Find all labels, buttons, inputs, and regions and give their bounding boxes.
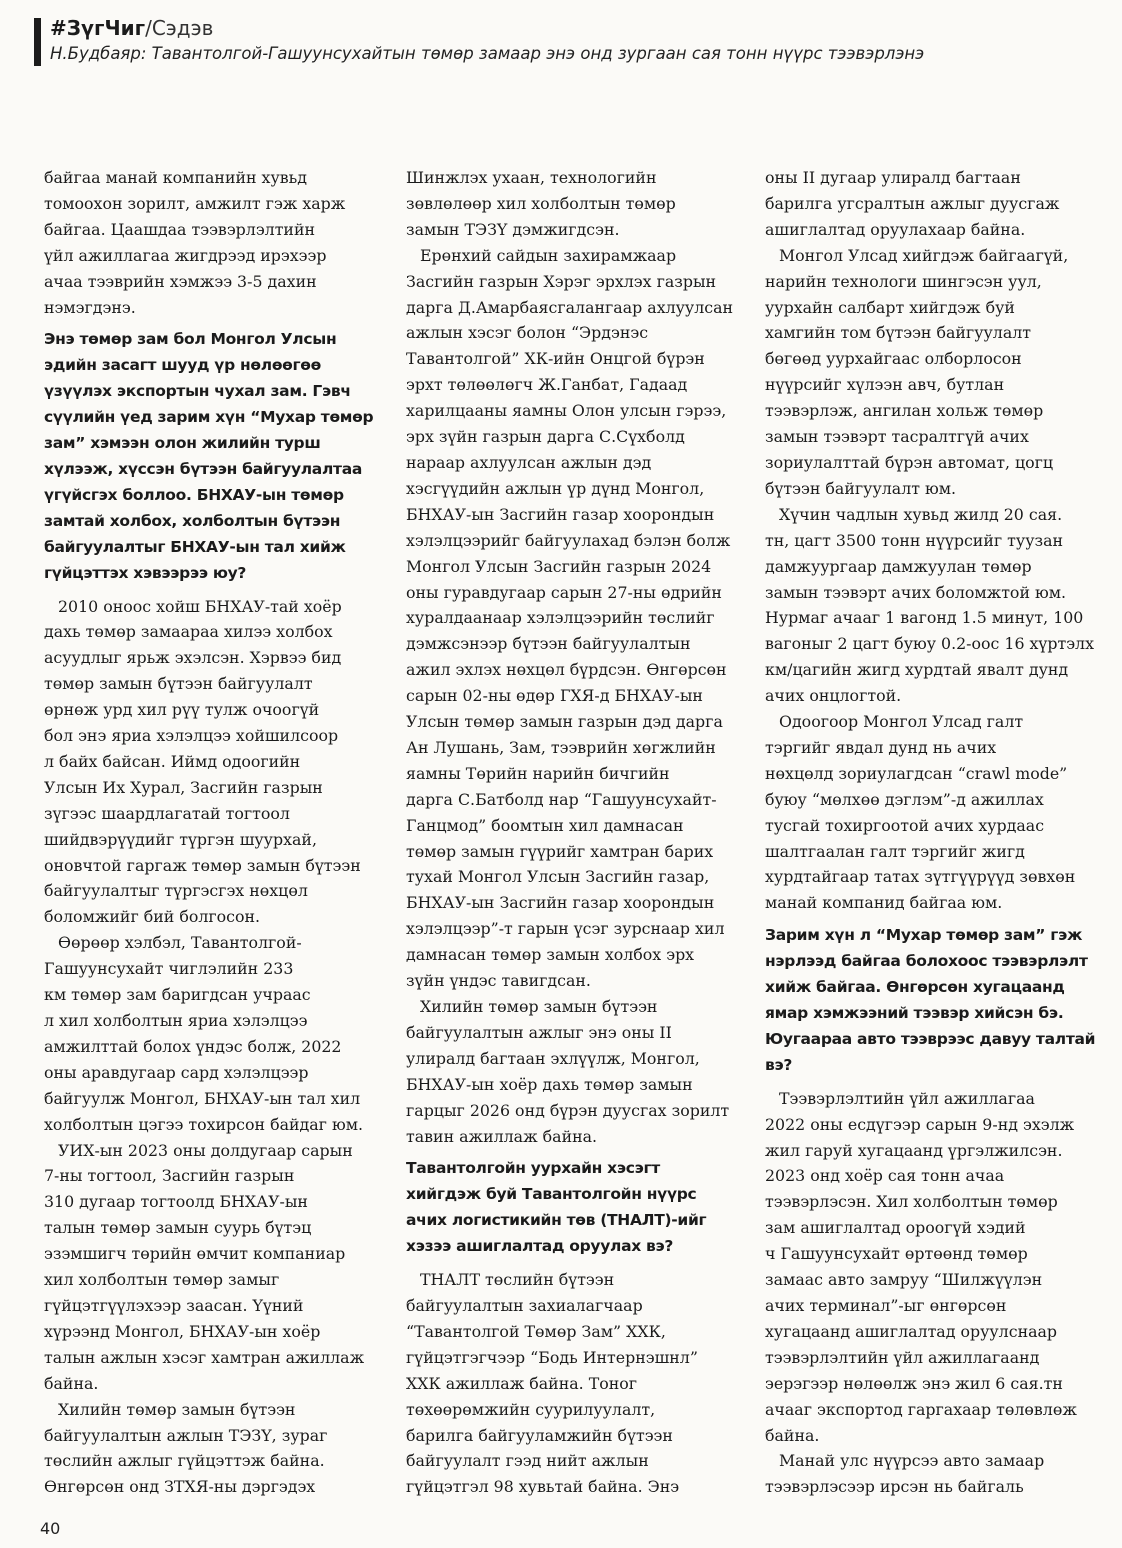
text-line: нэрлээд байгаа болохоос тээвэрлэлт (765, 952, 1088, 971)
text-line: төхөөрөмжийн суурилуулалт, (406, 1399, 656, 1419)
text-line: үгүйсгэх боллоо. БНХАУ-ын төмөр (44, 485, 344, 504)
text-line: яамны Төрийн нарийн бичгийн (406, 763, 670, 783)
text-line: нүүрсийг хүлээн авч, бутлан (765, 375, 1005, 395)
text-line: ачих онцлогтой. (765, 686, 902, 706)
text-line: бөгөөд уурхайгаас олборлосон (765, 349, 1022, 369)
text-line: Засгийн газрын Хэрэг эрхлэх газрын (406, 271, 717, 291)
text-line: Хүчин чадлын хувьд жилд 20 сая. (779, 504, 1063, 524)
text-line: хамгийн том бүтээн байгуулалт (765, 323, 1032, 343)
text-line: ачих логистикийн төв (ТНАЛТ)-ийг (406, 1211, 707, 1230)
text-line: хил холболтын төмөр замыг (44, 1270, 280, 1290)
text-line: 310 дугаар тогтоолд БНХАУ-ын (44, 1192, 308, 1212)
section-category: /Сэдэв (145, 16, 214, 40)
text-line: Монгол Улсын Засгийн газрын 2024 (406, 556, 712, 576)
body-paragraph (44, 165, 374, 320)
text-line: талын төмөр замын суурь бүтэц (44, 1218, 312, 1238)
text-line: нарийн технологи шингэсэн уул, (765, 271, 1042, 291)
text-line: тээвэрлэсэн. Хил холболтын төмөр (765, 1192, 1058, 1212)
text-line: эрх зүйн газрын дарга С.Сүхболд (406, 427, 685, 447)
body-paragraph (406, 994, 740, 1149)
text-line: Хилийн төмөр замын бүтээн (420, 997, 658, 1016)
text-line: нөхцөлд зориулагдсан “crawl mode” (765, 763, 1068, 783)
text-line: ХХК ажиллаж байна. Тоног (406, 1373, 638, 1393)
text-line: тээвэрлэлтийн үйл ажиллагаанд (765, 1347, 1040, 1367)
body-paragraph (765, 165, 1101, 243)
text-line: бүтээн байгуулалт юм. (765, 478, 957, 498)
text-line: ажил эхлэх нөхцөл бүрдсэн. Өнгөрсөн (406, 660, 727, 680)
text-line: тухай Монгол Улсын Засгийн газар, (406, 867, 710, 887)
text-line: байгуулалтыг БНХАУ-ын тал хийж (44, 537, 346, 556)
text-line: барилга байгууламжийн бүтээн (406, 1425, 673, 1445)
text-line: хурдтайгаар татах зүтгүүрүүд зөвхөн (765, 867, 1076, 887)
text-line: сүүлийн үед зарим хүн “Мухар төмөр (44, 408, 374, 427)
text-line: талын ажлын хэсэг хамтран ажиллаж (44, 1347, 365, 1367)
body-paragraph (765, 502, 1101, 709)
text-line: ачааг экспортод гаргахаар төлөвлөж (765, 1399, 1077, 1419)
text-line: дарга С.Батболд нар “Гашуунсухайт- (406, 789, 717, 809)
text-line: барилга угсралтын ажлыг дуусгаж (765, 193, 1060, 213)
text-line: сарын 02-ны өдөр ГХЯ-д БНХАУ-ын (406, 686, 703, 706)
text-line: ачаа тээврийн хэмжээ 3-5 дахин (44, 271, 317, 291)
text-line: буюу “мөлхөө дэглэм”-д ажиллах (765, 789, 1044, 809)
text-line: хэлэлцээр”-т гарын үсэг зурснаар хил (406, 919, 725, 939)
text-line: байгуулалтын ажлыг энэ оны II (406, 1022, 672, 1042)
text-line: хийж байгаа. Өнгөрсөн хугацаанд (765, 978, 1065, 997)
text-line: Монгол Улсад хийгдэж байгаагүй, (779, 245, 1069, 265)
text-line: замаас авто замруу “Шилжүүлэн (765, 1270, 1043, 1290)
body-paragraph (406, 243, 740, 994)
text-line: байгаа манай компанийн хувьд (44, 168, 307, 187)
page-number: 40 (40, 1519, 61, 1538)
text-line: км төмөр зам баригдсан учраас (44, 985, 311, 1005)
text-line: өрнөж урд хил рүү тулж очоогүй (44, 700, 320, 720)
text-line: дамжуургаар дамжуулан төмөр (765, 556, 1032, 576)
text-line: зам” хэмээн олон жилийн турш (44, 434, 321, 453)
text-line: Ганцмод” боомтын хил дамнасан (406, 815, 684, 835)
text-line: төмөр замын бүтээн байгуулалт (44, 674, 313, 694)
body-paragraph (406, 1267, 740, 1500)
body-paragraph (765, 1086, 1101, 1449)
text-line: ажлын хэсэг болон “Эрдэнэс (406, 323, 649, 343)
text-line: Өнгөрсөн онд ЗТХЯ-ны дэргэдэх (44, 1477, 316, 1497)
text-line: байгуулалтын захиалагчаар (406, 1295, 643, 1315)
text-line: байгуулалт гээд нийт ажлын (406, 1451, 649, 1471)
body-paragraph (406, 165, 740, 243)
article-subtitle: Н.Будбаяр: Тавантолгой-Гашуунсухайтын төмөр замаар энэ онд зургаан сая тонн нүүрс тээвэрлэнэ (50, 44, 925, 63)
text-line: гарцыг 2026 онд бүрэн дуусгах зорилт (406, 1100, 730, 1120)
text-line: зам ашиглалтад ороогүй хэдий (765, 1218, 1026, 1238)
body-paragraph (765, 709, 1101, 916)
body-paragraph (44, 1138, 374, 1397)
text-line: хүрээнд Монгол, БНХАУ-ын хоёр (44, 1321, 321, 1341)
text-line: тээвэрлэж, ангилан хольж төмөр (765, 401, 1044, 421)
text-line: гүйцэтгэгчээр “Бодь Интернэшнл” (406, 1347, 698, 1367)
text-line: ачих терминал”-ыг өнгөрсөн (765, 1295, 1007, 1315)
text-line: Тавантолгойн уурхайн хэсэгт (406, 1159, 660, 1178)
text-line: оновчтой гаргаж төмөр замын бүтээн (44, 855, 361, 875)
text-line: замын тээвэрт тасралтгүй ачих (765, 427, 1029, 447)
text-line: нэмэгдэнэ. (44, 297, 136, 317)
text-line: тавин ажиллаж байна. (406, 1126, 598, 1146)
text-line: байна. (765, 1425, 820, 1445)
text-line: холболтын цэгээ тохирсон байдаг юм. (44, 1114, 364, 1134)
text-line: төслийн ажлыг гүйцэттэж байна. (44, 1451, 325, 1471)
text-line: Нурмаг ачааг 1 вагонд 1.5 минут, 100 (765, 608, 1084, 628)
text-line: км/цагийн жигд хурдтай явалт дунд (765, 660, 1069, 680)
text-line: хэлэлцээрийг байгуулахад бэлэн болж (406, 530, 731, 550)
text-line: нараар ахлуулсан ажлын дэд (406, 452, 652, 472)
text-line: Гашуунсухайт чиглэлийн 233 (44, 959, 294, 979)
text-line: шалтгаалан галт тэргийг жигд (765, 841, 1025, 861)
text-line: зөвлөлөөр хил холболтын төмөр (406, 193, 676, 213)
text-line: 2022 оны есдүгээр сарын 9-нд эхэлж (765, 1114, 1075, 1134)
text-line: дарга Д.Амарбаясгалангаар ахлуулсан (406, 297, 734, 317)
text-line: эзэмшигч төрийн өмчит компаниар (44, 1244, 346, 1264)
text-line: боломжийг бий болгосон. (44, 907, 261, 927)
text-line: эрхт төлөөлөгч Ж.Ганбат, Гадаад (406, 375, 688, 395)
text-line: вагоныг 2 цагт буюу 0.2-оос 16 хүртэлх (765, 634, 1095, 654)
text-line: Тавантолгой” ХК-ийн Онцгой бүрэн (406, 349, 705, 369)
text-line: замын ТЭЗҮ дэмжигдсэн. (406, 219, 620, 239)
text-line: Одоогоор Монгол Улсад галт (779, 712, 1024, 732)
section-tag: #ЗүгЧиг (50, 16, 146, 40)
text-line: дэмжсэнээр бүтээн байгуулалтын (406, 634, 691, 654)
text-line: дамнасан төмөр замын холбох эрх (406, 945, 695, 965)
text-line: гүйцэттэх хэвээрээ юу? (44, 563, 247, 582)
text-line: байгуулж Монгол, БНХАУ-ын тал хил (44, 1088, 361, 1108)
text-line: ашиглалтад оруулахаар байна. (765, 219, 1026, 239)
text-line: Ан Лушань, Зам, тээврийн хөгжлийн (406, 737, 716, 757)
text-line: үзүүлэх экспортын чухал зам. Гэвч (44, 382, 351, 401)
body-paragraph (44, 930, 374, 1137)
text-line: Тээвэрлэлтийн үйл ажиллагаа (779, 1088, 1035, 1108)
text-line: Шинжлэх ухаан, технологийн (406, 168, 657, 187)
text-line: уурхайн салбарт хийгдэж буй (765, 297, 1015, 317)
text-line: замын тээвэрт ачих боломжтой юм. (765, 582, 1067, 602)
text-line: Хилийн төмөр замын бүтээн (58, 1399, 296, 1419)
body-paragraph (765, 243, 1101, 502)
text-line: байгаа. Цаашдаа тээвэрлэлтийн (44, 219, 316, 239)
text-line: төмөр замын гүүрийг хамтран барих (406, 841, 714, 861)
text-line: үйл ажиллагаа жигдрээд ирэхээр (44, 245, 327, 265)
text-line: Улсын төмөр замын газрын дэд дарга (406, 712, 723, 732)
text-line: байгуулалтыг түргэсгэх нөхцөл (44, 881, 308, 901)
text-line: байгуулалтын ажлын ТЭЗҮ, зураг (44, 1425, 328, 1445)
text-line: дахь төмөр замаараа хилээ холбох (44, 622, 333, 642)
text-line: тэргийг явдал дунд нь ачих (765, 737, 997, 757)
text-line: гүйцэтгэл 98 хувьтай байна. Энэ (406, 1477, 680, 1497)
text-line: жил гаруй хугацаанд үргэлжилсэн. (765, 1140, 1063, 1160)
text-line: замтай холбох, холболтын бүтээн (44, 511, 341, 530)
text-column-2 (406, 165, 740, 1500)
text-line: улиралд багтаан эхлүүлж, Монгол, (406, 1048, 700, 1068)
text-line: зүйн үндэс тавигдсан. (406, 971, 591, 991)
text-column-1 (44, 165, 374, 1500)
text-line: асуудлыг ярьж эхэлсэн. Хэрвээ бид (44, 648, 342, 668)
text-line: Манай улс нүүрсээ авто замаар (779, 1451, 1045, 1471)
text-line: Улсын Их Хурал, Засгийн газрын (44, 777, 323, 797)
text-line: оны аравдугаар сард хэлэлцээр (44, 1062, 309, 1082)
header-section-line (50, 16, 213, 40)
text-line: эерэгээр нөлөөлж энэ жил 6 сая.тн (765, 1373, 1063, 1393)
text-line: оны II дугаар улиралд багтаан (765, 168, 1021, 187)
text-line: Энэ төмөр зам бол Монгол Улсын (44, 330, 337, 349)
text-line: “Тавантолгой Төмөр Зам” ХХК, (406, 1321, 666, 1341)
text-line: Юугаараа авто тээврээс давуу талтай (765, 1029, 1096, 1048)
text-line: вэ? (765, 1055, 793, 1074)
text-line: 2010 оноос хойш БНХАУ-тай хоёр (58, 596, 342, 616)
text-line: 2023 онд хоёр сая тонн ачаа (765, 1166, 1005, 1186)
text-line: БНХАУ-ын Засгийн газар хоорондын (406, 504, 715, 524)
text-line: хэсгүүдийн ажлын үр дүнд Монгол, (406, 478, 705, 498)
text-line: л байх байсан. Иймд одоогийн (44, 751, 301, 771)
text-line: шийдвэрүүдийг түргэн шуурхай, (44, 829, 317, 849)
body-paragraph (44, 594, 374, 931)
text-line: хугацаанд ашиглалтад оруулснаар (765, 1321, 1058, 1341)
text-line: зүгээс шаардлагатай тогтоол (44, 803, 290, 823)
body-paragraph (765, 1448, 1101, 1500)
text-line: томоохон зорилт, амжилт гэж харж (44, 193, 346, 213)
text-line: ч Гашуунсухайт өртөөнд төмөр (765, 1244, 1028, 1264)
text-line: хүлээж, хүссэн бүтээн байгуулалтаа (44, 459, 363, 478)
text-line: амжилттай болох үндэс болж, 2022 (44, 1036, 342, 1056)
text-line: хийгдэж буй Тавантолгойн нүүрс (406, 1185, 697, 1204)
interview-question (44, 327, 374, 586)
text-line: л хил холболтын яриа хэлэлцээ (44, 1011, 308, 1030)
text-line: Ерөнхий сайдын захирамжаар (420, 245, 677, 265)
text-line: Өөрөөр хэлбэл, Тавантолгой- (58, 933, 302, 953)
text-line: БНХАУ-ын хоёр дахь төмөр замын (406, 1074, 693, 1094)
body-paragraph (44, 1397, 374, 1501)
text-line: УИХ-ын 2023 оны долдугаар сарын (58, 1140, 353, 1160)
text-line: оны гуравдугаар сарын 27-ны өдрийн (406, 582, 722, 602)
text-line: хэзээ ашиглалтад оруулах вэ? (406, 1237, 674, 1256)
text-line: бол энэ яриа хэлэлцээ хойшилсоор (44, 726, 339, 746)
text-line: эдийн засагт шууд үр нөлөөгөө (44, 356, 322, 375)
text-line: гүйцэтгүүлэхээр заасан. Үүний (44, 1295, 304, 1315)
text-line: БНХАУ-ын Засгийн газар хоорондын (406, 893, 715, 913)
text-line: байна. (44, 1373, 99, 1393)
text-column-3 (765, 165, 1101, 1500)
text-line: тусгай тохиргоотой ачих хурдаас (765, 815, 1045, 835)
text-line: Зарим хүн л “Мухар төмөр зам” гэж (765, 926, 1083, 945)
interview-question (765, 923, 1101, 1078)
text-line: манай компанид байгаа юм. (765, 893, 1003, 913)
text-line: 7-ны тогтоол, Засгийн газрын (44, 1166, 295, 1186)
interview-question (406, 1156, 740, 1260)
text-line: тээвэрлэсээр ирсэн нь байгаль (765, 1477, 1024, 1497)
text-line: харилцааны яамны Олон улсын гэрээ, (406, 401, 727, 421)
text-line: хуралдаанаар хэлэлцээрийн төслийг (406, 608, 715, 628)
text-line: ТНАЛТ төслийн бүтээн (420, 1270, 615, 1290)
text-line: зориулалттай бүрэн автомат, цогц (765, 452, 1054, 472)
text-line: тн, цагт 3500 тонн нүүрсийг туузан (765, 530, 1064, 550)
text-line: ямар хэмжээний тээвэр хийсэн бэ. (765, 1004, 1064, 1022)
header-accent-bar (34, 18, 41, 66)
